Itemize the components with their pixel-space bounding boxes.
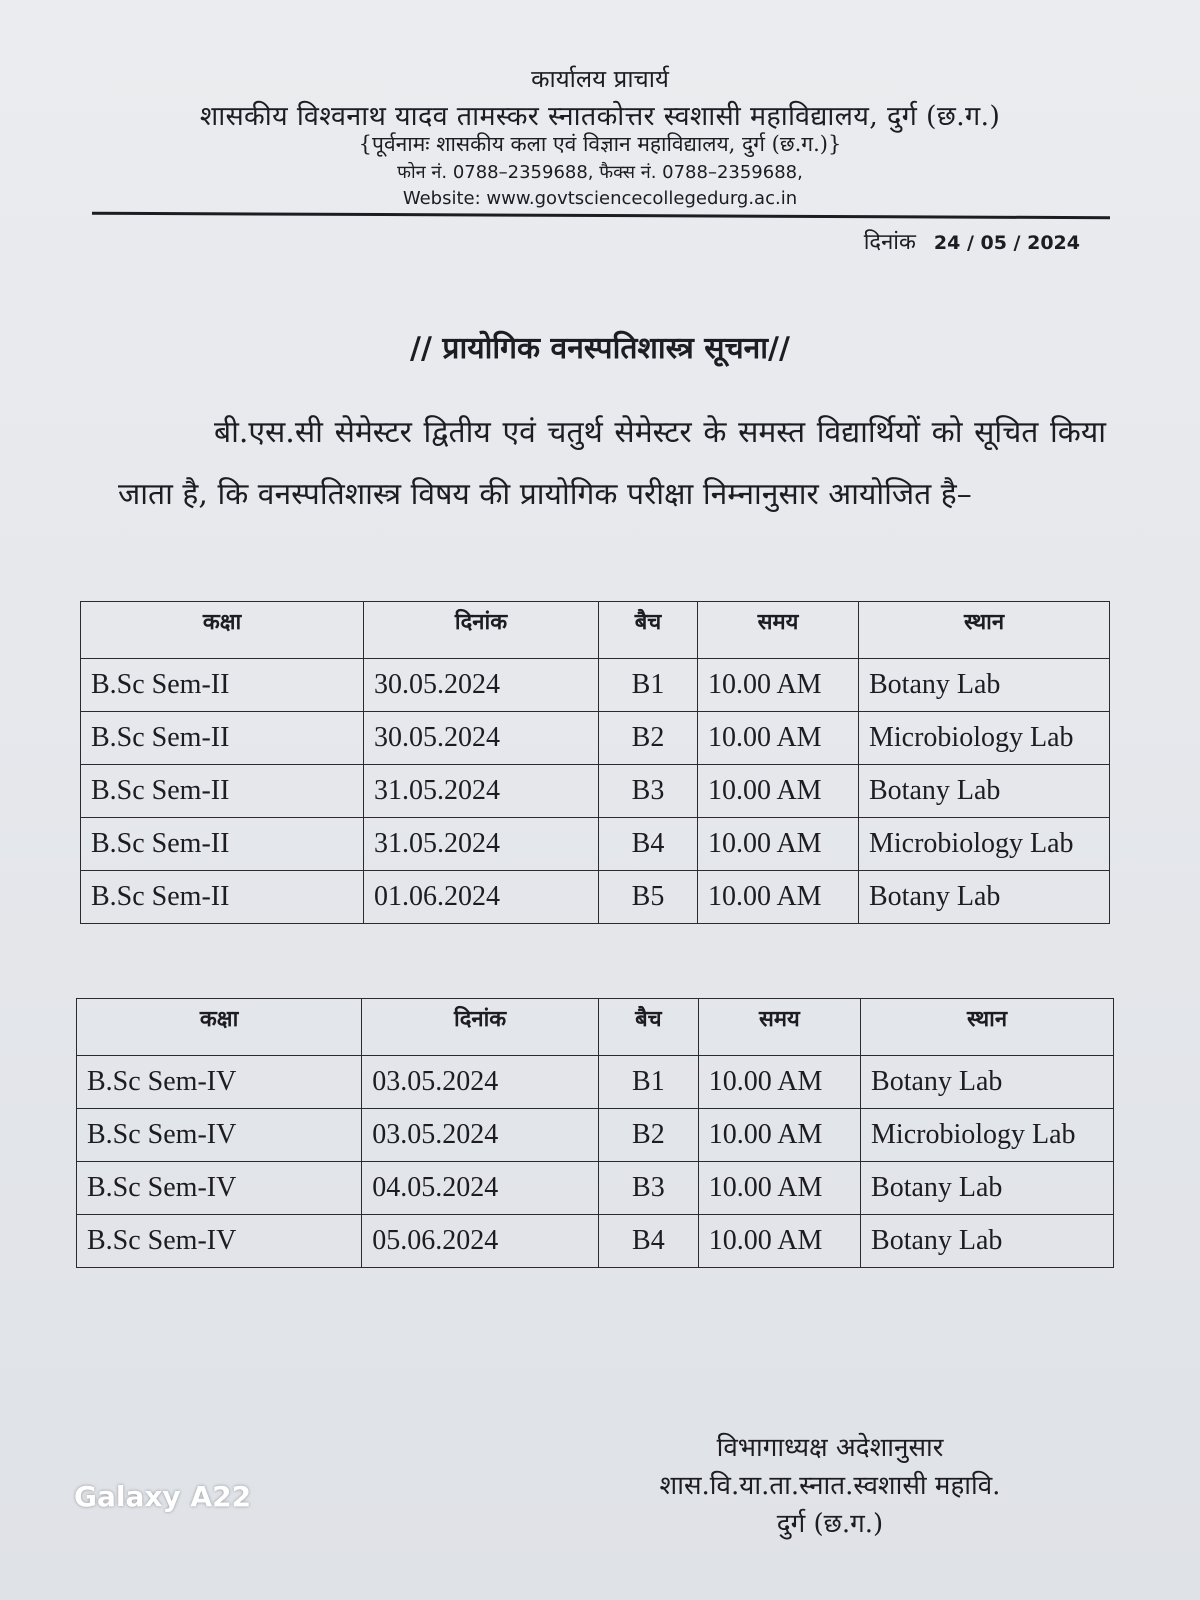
signature-line-2: शास.वि.या.ता.स्नात.स्वशासी महावि. — [659, 1471, 1001, 1501]
table-row — [81, 765, 1110, 818]
date-value: 24 / 05 / 2024 — [933, 232, 1080, 254]
cell-date: 03.05.2024 — [362, 1109, 599, 1162]
notice-paragraph: बी.एस.सी सेमेस्टर द्वितीय एवं चतुर्थ सेमेस्टर के समस्त विद्यार्थियों को सूचित किया जाता है, कि वनस्पतिशास्त्र विषय की प्रायोगिक परीक्षा निम्नानुसार आयोजित है– — [118, 415, 1106, 512]
table-row — [77, 1109, 1114, 1162]
cell-batch: B5 — [599, 871, 698, 924]
header-date: दिनांक — [362, 999, 599, 1056]
cell-time: 10.00 AM — [698, 1162, 860, 1215]
cell-date: 01.06.2024 — [364, 871, 599, 924]
cell-class: B.Sc Sem-II — [81, 765, 364, 818]
header-date: दिनांक — [364, 602, 599, 659]
cell-date: 30.05.2024 — [364, 712, 599, 765]
header-time: समय — [698, 602, 859, 659]
cell-batch: B3 — [599, 1162, 699, 1215]
date-label: दिनांक — [863, 230, 916, 255]
cell-time: 10.00 AM — [698, 871, 859, 924]
cell-venue: Microbiology Lab — [861, 1109, 1114, 1162]
cell-date: 31.05.2024 — [364, 765, 599, 818]
camera-watermark: Galaxy A22 — [74, 1480, 252, 1513]
table-row — [81, 871, 1110, 924]
phone-fax-line: फोन नं. 0788–2359688, फैक्स नं. 0788–2359688, — [397, 162, 803, 183]
table-header-row — [81, 602, 1110, 659]
notice-title: // प्रायोगिक वनस्पतिशास्त्र सूचना// — [410, 331, 790, 366]
table-row — [81, 659, 1110, 712]
cell-venue: Botany Lab — [861, 1215, 1114, 1268]
website-line: Website: www.govtsciencecollegedurg.ac.in — [402, 188, 798, 209]
cell-time: 10.00 AM — [698, 1056, 860, 1109]
cell-time: 10.00 AM — [698, 765, 859, 818]
cell-class: B.Sc Sem-II — [81, 712, 364, 765]
table-row — [81, 818, 1110, 871]
cell-batch: B1 — [599, 1056, 699, 1109]
header-time: समय — [698, 999, 860, 1056]
cell-venue: Botany Lab — [859, 765, 1110, 818]
cell-time: 10.00 AM — [698, 712, 859, 765]
cell-venue: Botany Lab — [859, 659, 1110, 712]
table-row — [77, 1056, 1114, 1109]
cell-date: 30.05.2024 — [364, 659, 599, 712]
office-heading: कार्यालय प्राचार्य — [531, 65, 669, 93]
cell-date: 05.06.2024 — [362, 1215, 599, 1268]
cell-class: B.Sc Sem-IV — [77, 1215, 362, 1268]
table-header-row — [77, 999, 1114, 1056]
cell-class: B.Sc Sem-II — [81, 871, 364, 924]
schedule-table-sem-2 — [80, 601, 1110, 924]
cell-time: 10.00 AM — [698, 659, 859, 712]
cell-venue: Botany Lab — [859, 871, 1110, 924]
notice-date — [864, 226, 1080, 256]
cell-date: 31.05.2024 — [364, 818, 599, 871]
cell-batch: B4 — [599, 818, 698, 871]
signature-line-3: दुर्ग (छ.ग.) — [776, 1509, 884, 1539]
header-batch: बैच — [599, 999, 699, 1056]
header-venue: स्थान — [859, 602, 1110, 659]
signature-line-1: विभागाध्यक्ष अदेशानुसार — [716, 1433, 944, 1463]
cell-batch: B2 — [599, 1109, 699, 1162]
cell-date: 04.05.2024 — [362, 1162, 599, 1215]
cell-venue: Microbiology Lab — [859, 712, 1110, 765]
former-name: {पूर्वनामः शासकीय कला एवं विज्ञान महाविद्यालय, दुर्ग (छ.ग.)} — [358, 132, 842, 156]
cell-class: B.Sc Sem-II — [81, 818, 364, 871]
cell-class: B.Sc Sem-II — [81, 659, 364, 712]
table-row — [77, 1215, 1114, 1268]
cell-batch: B2 — [599, 712, 698, 765]
header-batch: बैच — [599, 602, 698, 659]
college-name: शासकीय विश्वनाथ यादव तामस्कर स्नातकोत्तर स्वशासी महाविद्यालय, दुर्ग (छ.ग.) — [199, 101, 1001, 132]
cell-time: 10.00 AM — [698, 818, 859, 871]
table-row — [81, 712, 1110, 765]
header-divider — [92, 212, 1110, 219]
table-row — [77, 1162, 1114, 1215]
cell-date: 03.05.2024 — [362, 1056, 599, 1109]
header-class: कक्षा — [77, 999, 362, 1056]
cell-batch: B4 — [599, 1215, 699, 1268]
cell-venue: Microbiology Lab — [859, 818, 1110, 871]
cell-class: B.Sc Sem-IV — [77, 1162, 362, 1215]
cell-class: B.Sc Sem-IV — [77, 1109, 362, 1162]
cell-class: B.Sc Sem-IV — [77, 1056, 362, 1109]
cell-batch: B1 — [599, 659, 698, 712]
cell-batch: B3 — [599, 765, 698, 818]
cell-time: 10.00 AM — [698, 1215, 860, 1268]
schedule-table-sem-4 — [76, 998, 1114, 1268]
cell-time: 10.00 AM — [698, 1109, 860, 1162]
cell-venue: Botany Lab — [861, 1056, 1114, 1109]
header-venue: स्थान — [861, 999, 1114, 1056]
cell-venue: Botany Lab — [861, 1162, 1114, 1215]
header-class: कक्षा — [81, 602, 364, 659]
